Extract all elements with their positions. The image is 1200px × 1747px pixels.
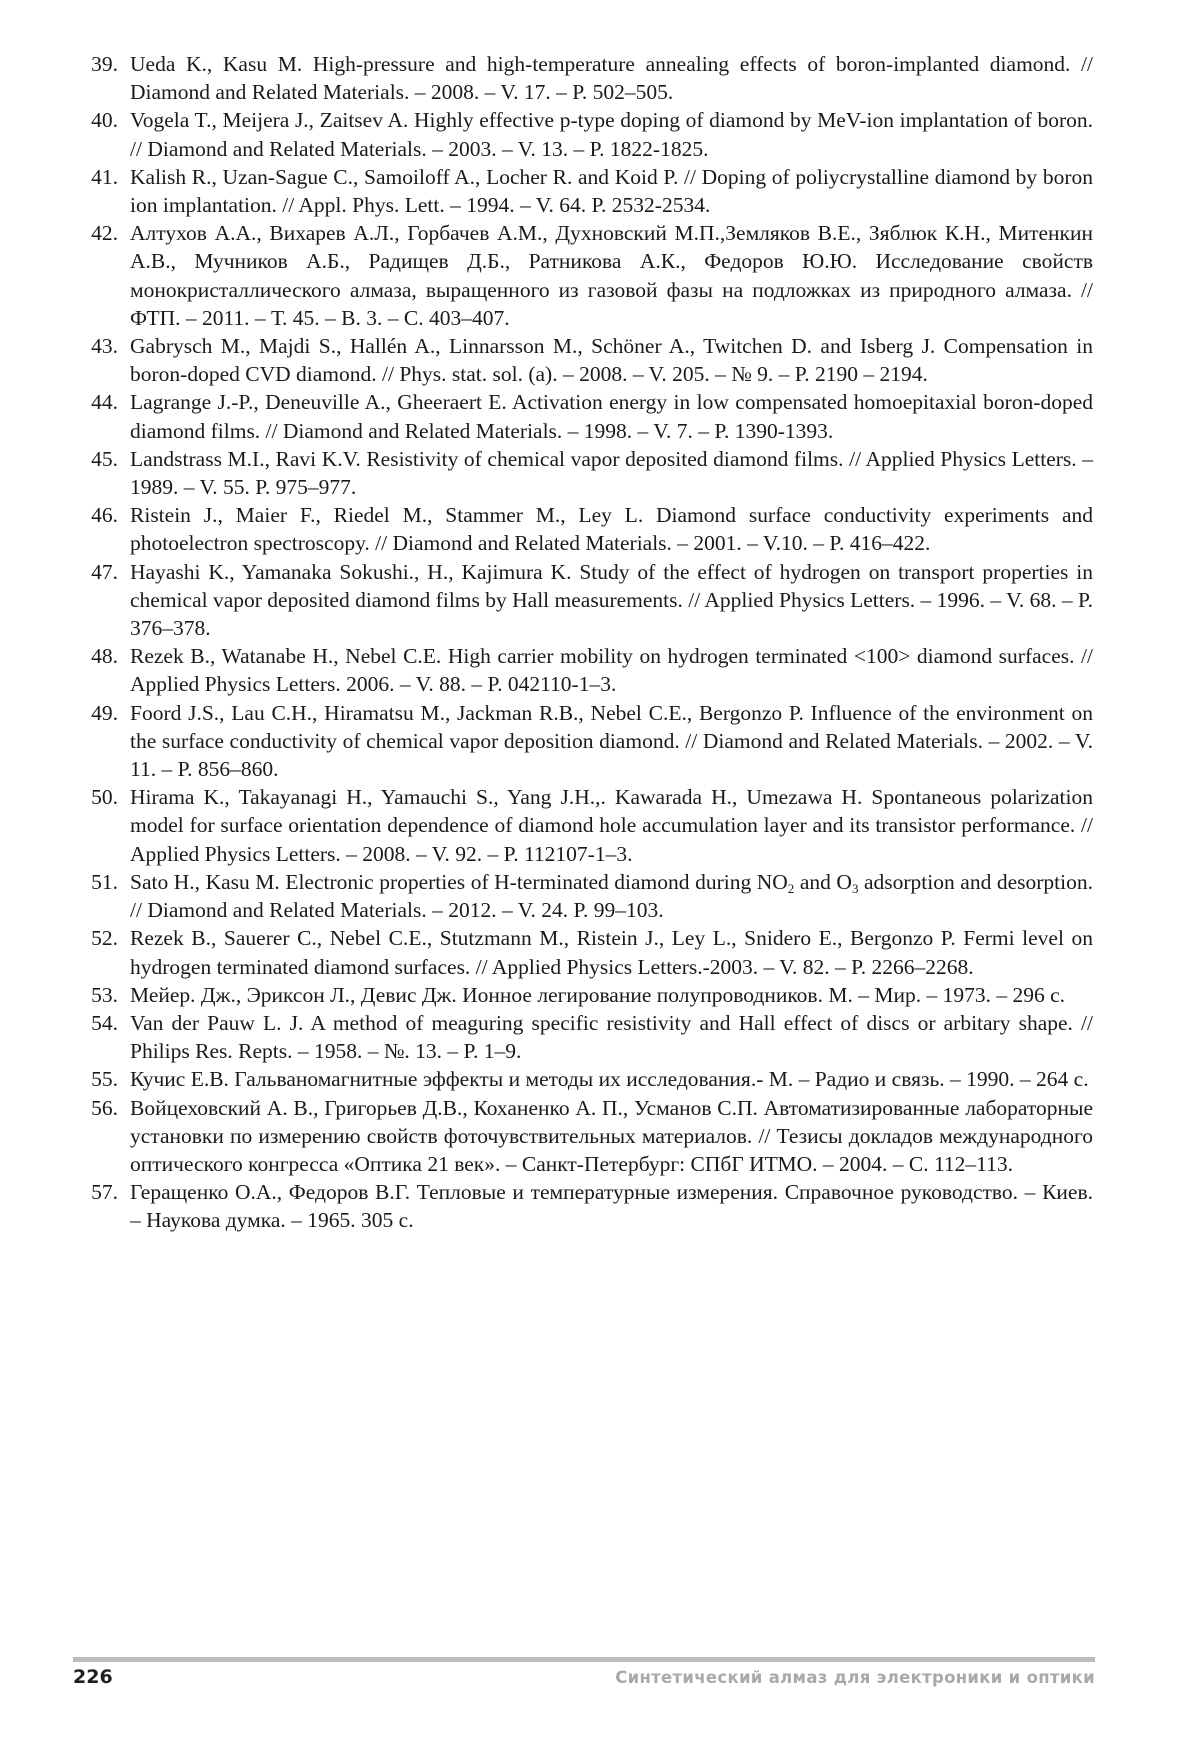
reference-item (0, 1065, 1200, 1093)
reference-text: Lagrange J.-P., Deneuville A., Gheeraert E. Activation energy in low compensated homoepitaxial boron-doped diamond films. // Diamond and Related Materials. – 1998. – V. 7. – P. 1390-1393. (130, 388, 1093, 444)
reference-number: 51. (0, 868, 130, 924)
reference-list (0, 50, 1200, 1235)
reference-number: 54. (0, 1009, 130, 1065)
subscript-2: 2 (788, 881, 795, 896)
reference-number: 40. (0, 106, 130, 162)
reference-text (130, 868, 1093, 924)
reference-number: 41. (0, 163, 130, 219)
reference-number: 45. (0, 445, 130, 501)
reference-number: 49. (0, 699, 130, 784)
reference-item (0, 163, 1200, 219)
reference-text-part: Sato H., Kasu M. Electronic properties of H-terminated diamond during NO (130, 870, 788, 894)
reference-text-part: and O (794, 870, 852, 894)
reference-text: Foord J.S., Lau C.H., Hiramatsu M., Jackman R.B., Nebel C.E., Bergonzo P. Influence of the envi­ronment on the surface conductivity of chemical vapor deposition diamond. // Diamond and Relat­ed Materials. – 2002. – V. 11. – P. 856–860. (130, 699, 1093, 784)
reference-item (0, 868, 1200, 924)
reference-item (0, 1178, 1200, 1234)
reference-text: Ueda K., Kasu M. High-pressure and high-temperature annealing effects of boron-implanted dia­mond. // Diamond and Related Materials. – 2008. – V. 17. – P. 502–505. (130, 50, 1093, 106)
reference-number: 50. (0, 783, 130, 868)
reference-number: 52. (0, 924, 130, 980)
reference-item (0, 699, 1200, 784)
reference-number: 43. (0, 332, 130, 388)
reference-item (0, 642, 1200, 698)
reference-number: 39. (0, 50, 130, 106)
reference-text: Геращенко О.А., Федоров В.Г. Тепловые и температурные измерения. Справочное руковод­ство. – Киев. – Наукова думка. – 1965. 305 с. (130, 1178, 1093, 1234)
reference-text: Rezek B., Sauerer C., Nebel C.E., Stutzmann M., Ristein J., Ley L., Snidero E., Bergonzo P. Fer­mi level on hydrogen terminated diamond surfaces. // Applied Physics Letters.-2003. – V. 82. – P. 2266–2268. (130, 924, 1093, 980)
reference-item (0, 219, 1200, 332)
reference-text: Алтухов А.А., Вихарев А.Л., Горбачев А.М., Духновский М.П.,Земляков В.Е., Зяблюк К.Н., Митенкин А.В., Мучников А.Б., Радищев Д.Б., Ратникова А.К., Федоров Ю.Ю. Исследование свойств монокристаллического алмаза, выращенного из газовой фазы на подложках из природного алмаза. // ФТП. – 2011. – Т. 45. – В. 3. – С. 403–407. (130, 219, 1093, 332)
reference-text: Landstrass M.I., Ravi K.V. Resistivity of chemical vapor deposited diamond films. // Applied Phys­ics Letters. – 1989. – V. 55. P. 975–977. (130, 445, 1093, 501)
reference-text: Rezek B., Watanabe H., Nebel C.E. High carrier mobility on hydrogen terminated <100> diamond surfaces. // Applied Physics Letters. 2006. – V. 88. – P. 042110-1–3. (130, 642, 1093, 698)
reference-text: Gabrysch M., Majdi S., Hallén A., Linnarsson M., Schöner A., Twitchen D. and Isberg J. Com­pensation in boron-doped CVD diamond. // Phys. stat. sol. (a). – 2008. – V. 205. – № 9. – P. 2190 – 2194. (130, 332, 1093, 388)
reference-item (0, 558, 1200, 643)
reference-item (0, 981, 1200, 1009)
reference-item (0, 1094, 1200, 1179)
reference-number: 55. (0, 1065, 130, 1093)
reference-item (0, 445, 1200, 501)
reference-number: 42. (0, 219, 130, 332)
reference-item (0, 924, 1200, 980)
reference-text: Мейер. Дж., Эриксон Л., Девис Дж. Ионное легирование полупроводников. М. – Мир. – 1973. – 296 с. (130, 981, 1093, 1009)
reference-item (0, 501, 1200, 557)
reference-text: Vogela T., Meijera J., Zaitsev A. Highly effective p-type doping of diamond by MeV-ion implanta­tion of boron. // Diamond and Related Materials. – 2003. – V. 13. – P. 1822-1825. (130, 106, 1093, 162)
reference-text-part: adsorption and desorption. // Diamond and Related Materials. – 2012. – V. 24. P. 99–103. (130, 870, 1093, 922)
reference-number: 48. (0, 642, 130, 698)
reference-number: 56. (0, 1094, 130, 1179)
reference-text: Войцеховский А. В., Григорьев Д.В., Коханенко А. П., Усманов С.П. Автоматизированные лабораторные установки по измерению свойств фоточувствительных материалов. // Тези­сы докладов международного оптического конгресса «Оптика 21 век». – Санкт-Петербург: СПбГ ИТМО. – 2004. – С. 112–113. (130, 1094, 1093, 1179)
reference-item (0, 332, 1200, 388)
reference-number: 46. (0, 501, 130, 557)
running-title: Синтетический алмаз для электроники и оптики (615, 1668, 1095, 1687)
reference-text: Hayashi K., Yamanaka Sokushi., H., Kajimura K. Study of the effect of hydrogen on transport properties in chemical vapor deposited diamond films by Hall measurements. // Applied Physics Letters. – 1996. – V. 68. – P. 376–378. (130, 558, 1093, 643)
reference-text: Кучис Е.В. Гальваномагнитные эффекты и методы их исследования.- М. – Радио и связь. – 1990. – 264 с. (130, 1065, 1093, 1093)
reference-item (0, 1009, 1200, 1065)
subscript-3: 3 (852, 881, 859, 896)
page-number: 226 (73, 1666, 113, 1688)
footer-divider (73, 1657, 1095, 1662)
reference-number: 53. (0, 981, 130, 1009)
reference-item (0, 783, 1200, 868)
reference-number: 44. (0, 388, 130, 444)
reference-item (0, 388, 1200, 444)
reference-text: Van der Pauw L. J. A method of meaguring specific resistivity and Hall effect of discs or arbitary shape. // Philips Res. Repts. – 1958. – №. 13. – P. 1–9. (130, 1009, 1093, 1065)
reference-text: Hirama K., Takayanagi H., Yamauchi S., Yang J.H.,. Kawarada H., Umezawa H. Spontaneous po­larization model for surface orientation dependence of diamond hole accumulation layer and its transistor performance. // Applied Physics Letters. – 2008. – V. 92. – P. 112107-1–3. (130, 783, 1093, 868)
reference-text: Kalish R., Uzan-Sague C., Samoiloff A., Locher R. and Koid P. // Doping of poliycrystalline dia­mond by boron ion implantation. // Appl. Phys. Lett. – 1994. – V. 64. P. 2532-2534. (130, 163, 1093, 219)
reference-text: Ristein J., Maier F., Riedel M., Stammer M., Ley L. Diamond surface conductivity experiments and photoelectron spectroscopy. // Diamond and Related Materials. – 2001. – V.10. – P. 416–422. (130, 501, 1093, 557)
reference-number: 57. (0, 1178, 130, 1234)
reference-number: 47. (0, 558, 130, 643)
reference-item (0, 106, 1200, 162)
reference-item (0, 50, 1200, 106)
